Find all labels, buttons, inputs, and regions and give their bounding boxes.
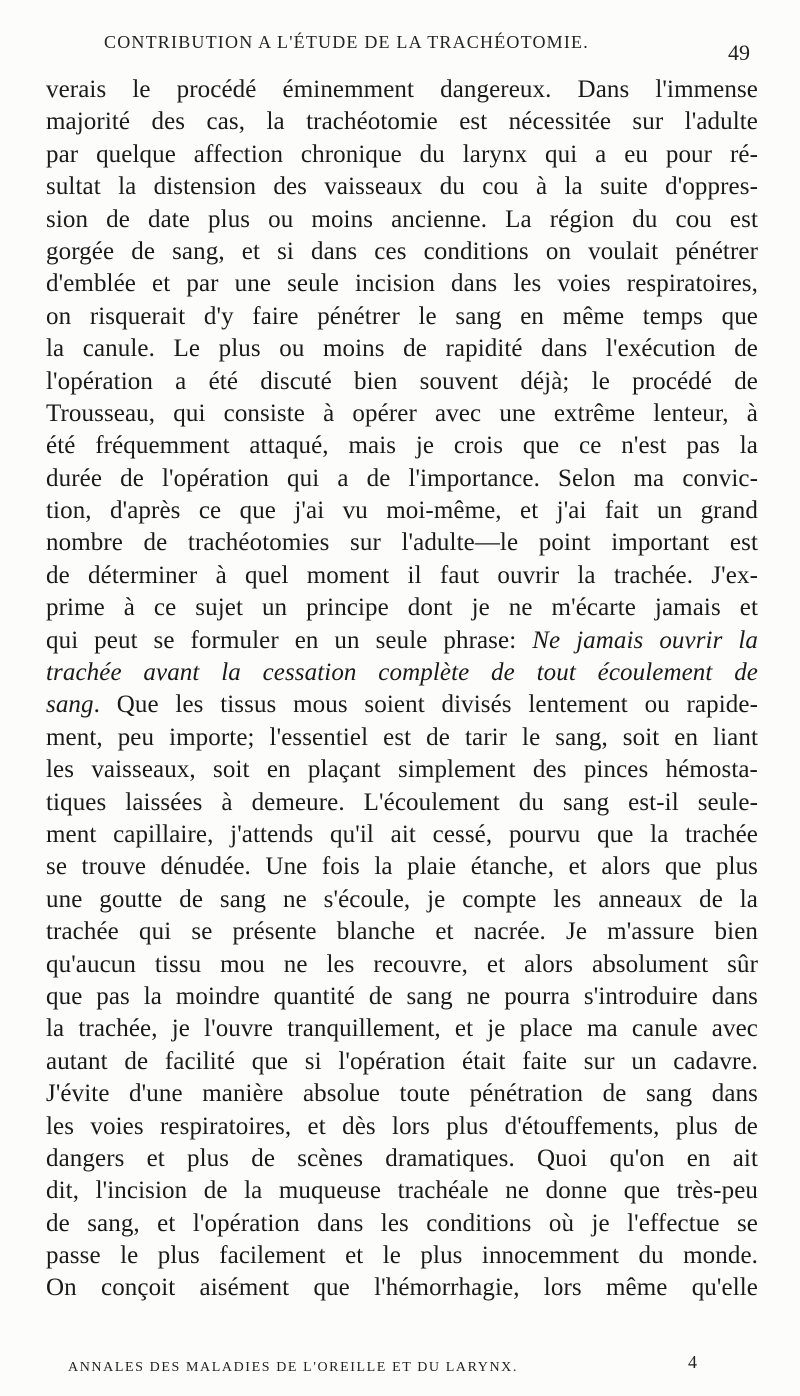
text-line: [46, 819, 758, 851]
text-line: [46, 1013, 758, 1045]
text-segment: la canule. Le plus ou moins de rapidité dans l'exécution de: [46, 335, 758, 363]
text-line: [46, 851, 758, 883]
text-segment: verais le procédé éminemment dangereux. Dans l'immense: [46, 76, 758, 103]
text-line: [46, 106, 758, 138]
text-line: [46, 204, 758, 236]
text-segment: de déterminer à quel moment il faut ouvrir la trachée. J'ex-: [46, 561, 758, 589]
text-line: [46, 1175, 758, 1207]
text-segment: passe le plus facilement et le plus innocemment du monde.: [46, 1242, 758, 1270]
text-segment: les vaisseaux, soit en plaçant simplement des pinces hémosta-: [46, 756, 758, 784]
text-segment: Trousseau, qui consiste à opérer avec une extrême lenteur, à: [46, 399, 758, 427]
text-segment: gorgée de sang, et si dans ces conditions on voulait pénétrer: [46, 237, 758, 265]
text-segment: trachée qui se présente blanche et nacrée. Je m'assure bien: [46, 918, 758, 946]
text-segment: . Que les tissus mous soient divisés lentement ou rapide-: [93, 691, 758, 719]
text-line: [46, 689, 758, 721]
text-segment: les voies respiratoires, et dès lors plus d'étouffements, plus de: [46, 1112, 758, 1140]
signature-mark: 4: [688, 1352, 697, 1372]
text-segment: de sang, et l'opération dans les conditions où je l'effectue se: [46, 1209, 758, 1237]
text-line: [46, 74, 758, 106]
body-text: [46, 74, 758, 1305]
text-line: [46, 1046, 758, 1078]
text-line: [46, 463, 758, 495]
text-segment: par quelque affection chronique du larynx qui a eu pour ré-: [46, 140, 758, 168]
text-line: [46, 398, 758, 430]
text-line: [46, 430, 758, 462]
text-segment: nombre de trachéotomies sur l'adulte—le point important est: [46, 529, 758, 557]
text-line: [46, 236, 758, 268]
text-line: [46, 592, 758, 624]
text-segment: la trachée, je l'ouvre tranquillement, et je place ma canule avec: [46, 1015, 758, 1043]
text-line: [46, 1078, 758, 1110]
text-segment: qu'aucun tissu mou ne les recouvre, et alors absolument sûr: [46, 950, 758, 978]
text-line: [46, 657, 758, 689]
text-segment: durée de l'opération qui a de l'importance. Selon ma convic-: [46, 464, 758, 492]
text-segment: autant de facilité que si l'opération était faite sur un cadavre.: [46, 1047, 758, 1075]
text-segment: se trouve dénudée. Une fois la plaie étanche, et alors que plus: [46, 853, 758, 881]
text-line: [46, 1240, 758, 1272]
page-number: 49: [728, 40, 750, 65]
italic-text-segment: trachée avant la cessation complète de tout écoulement de: [46, 659, 758, 687]
text-segment: dangers et plus de scènes dramatiques. Quoi qu'on en ait: [46, 1144, 758, 1172]
journal-footer: ANNALES DES MALADIES DE L'OREILLE ET DU LARYNX.: [68, 1360, 518, 1375]
running-head: CONTRIBUTION A L'ÉTUDE DE LA TRACHÉOTOMIE.: [104, 32, 589, 52]
text-segment: qui peut se formuler en un seule phrase:: [46, 626, 533, 654]
text-line: [46, 1111, 758, 1143]
text-line: [46, 268, 758, 300]
text-segment: on risquerait d'y faire pénétrer le sang en même temps que: [46, 302, 758, 330]
text-segment: d'emblée et par une seule incision dans les voies respiratoires,: [46, 270, 758, 298]
text-line: [46, 301, 758, 333]
text-segment: sion de date plus ou moins ancienne. La région du cou est: [46, 205, 758, 233]
text-line: [46, 754, 758, 786]
text-line: [46, 139, 758, 171]
italic-text-segment: sang: [46, 691, 94, 719]
text-line: [46, 1208, 758, 1240]
text-line: [46, 560, 758, 592]
text-line: [46, 366, 758, 398]
text-segment: l'opération a été discuté bien souvent déjà; le procédé de: [46, 367, 758, 395]
text-line: [46, 171, 758, 203]
text-segment: une goutte de sang ne s'écoule, je compte les anneaux de la: [46, 885, 758, 913]
text-line: [46, 527, 758, 559]
text-segment: que pas la moindre quantité de sang ne pourra s'introduire dans: [46, 982, 758, 1010]
text-segment: majorité des cas, la trachéotomie est nécessitée sur l'adulte: [46, 108, 758, 136]
italic-text-segment: Ne jamais ouvrir la: [532, 626, 758, 654]
text-line: [46, 1272, 758, 1304]
text-line: [46, 722, 758, 754]
text-segment: J'évite d'une manière absolue toute pénétration de sang dans: [46, 1080, 758, 1108]
text-line: [46, 495, 758, 527]
text-segment: On conçoit aisément que l'hémorrhagie, lors même qu'elle: [46, 1274, 758, 1302]
text-line: [46, 787, 758, 819]
text-segment: dit, l'incision de la muqueuse trachéale ne donne que très-peu: [46, 1177, 758, 1205]
text-segment: ment capillaire, j'attends qu'il ait cessé, pourvu que la trachée: [46, 820, 758, 848]
text-segment: sultat la distension des vaisseaux du cou à la suite d'oppres-: [46, 173, 758, 201]
text-line: [46, 625, 758, 657]
text-line: [46, 949, 758, 981]
text-segment: été fréquemment attaqué, mais je crois que ce n'est pas la: [46, 432, 758, 460]
text-segment: prime à ce sujet un principe dont je ne m'écarte jamais et: [46, 594, 758, 622]
text-segment: tiques laissées à demeure. L'écoulement du sang est-il seule-: [46, 788, 758, 816]
text-line: [46, 916, 758, 948]
text-segment: ment, peu importe; l'essentiel est de tarir le sang, soit en liant: [46, 723, 758, 751]
text-segment: tion, d'après ce que j'ai vu moi-même, et j'ai fait un grand: [46, 497, 758, 525]
text-line: [46, 884, 758, 916]
text-line: [46, 1143, 758, 1175]
text-line: [46, 333, 758, 365]
text-line: [46, 981, 758, 1013]
